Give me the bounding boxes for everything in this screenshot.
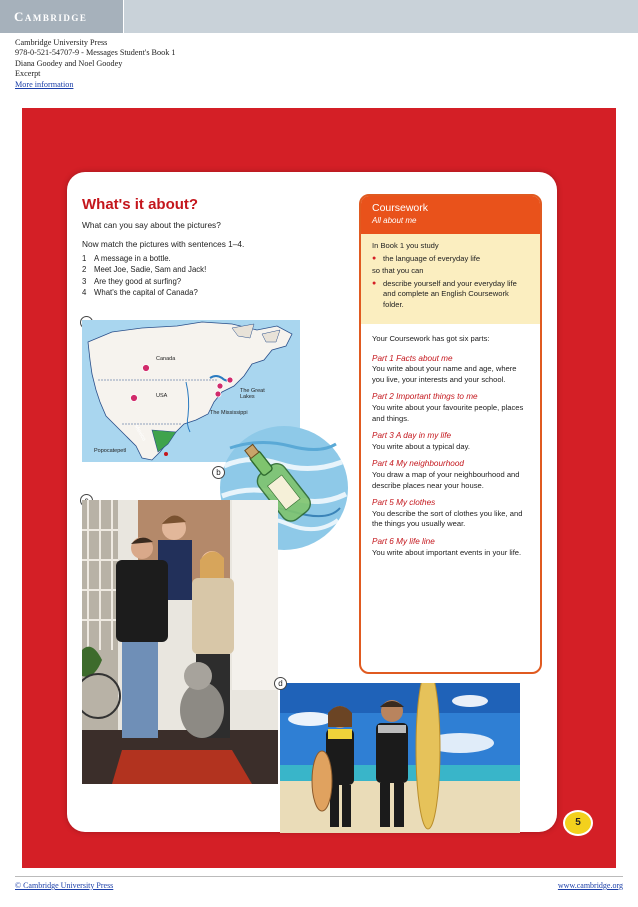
sentence-list bbox=[82, 253, 206, 299]
footer-divider bbox=[15, 876, 623, 877]
goal-bullet: ● the language of everyday life bbox=[372, 254, 529, 265]
sentence-number: 3 bbox=[82, 276, 87, 286]
map-label-usa: USA bbox=[156, 393, 168, 399]
sentence-number: 4 bbox=[82, 288, 87, 298]
coursework-intro: Your Coursework has got six parts: bbox=[372, 334, 490, 343]
sentence-text: A message in a bottle. bbox=[94, 254, 171, 263]
sentence-number: 1 bbox=[82, 254, 87, 263]
sentence-item bbox=[82, 276, 206, 287]
part-heading: Part 4 My neighbourhood bbox=[372, 459, 464, 469]
page-number: 5 bbox=[563, 810, 593, 836]
coursework-title: Coursework bbox=[372, 202, 429, 214]
part-text: You write about a typical day. bbox=[372, 441, 470, 451]
family-photo-illustration bbox=[82, 500, 278, 784]
picture-d-badge: d bbox=[274, 677, 287, 690]
part-heading: Part 1 Facts about me bbox=[372, 353, 453, 363]
publisher-line: Cambridge University Press bbox=[15, 38, 108, 47]
book-metadata bbox=[15, 38, 175, 90]
isbn-line: 978-0-521-54707-9 - Messages Student's Book 1 bbox=[15, 48, 176, 58]
brand-label: Cambridge bbox=[14, 9, 88, 24]
map-label-great-lakes: The Great Lakes bbox=[240, 388, 265, 400]
map-label-popocatepetl: Popocatepetl bbox=[94, 448, 127, 454]
part-heading: Part 6 My life line bbox=[372, 536, 435, 546]
sentence-item bbox=[82, 253, 206, 264]
lesson-instruction: Now match the pictures with sentences 1–4. bbox=[82, 239, 245, 249]
coursework-box bbox=[359, 194, 542, 674]
coursework-parts bbox=[361, 324, 540, 575]
cambridge-logo[interactable] bbox=[0, 0, 124, 33]
part-text: You draw a map of your neighbourhood and describe places near your house. bbox=[372, 469, 520, 490]
book-line: In Book 1 you study bbox=[372, 241, 439, 250]
sentence-text: Meet Joe, Sadie, Sam and Jack! bbox=[94, 265, 207, 275]
lesson-title: What's it about? bbox=[82, 196, 199, 213]
part-text: You write about your favourite people, places and things. bbox=[372, 402, 524, 423]
part-text: You write about important events in your life. bbox=[372, 547, 522, 557]
authors-line: Diana Goodey and Noel Goodey bbox=[15, 58, 123, 68]
map-label-canada: Canada bbox=[156, 356, 176, 362]
family-photo bbox=[82, 500, 278, 784]
copyright-link[interactable]: © Cambridge University Press bbox=[15, 881, 114, 890]
lesson-question: What can you say about the pictures? bbox=[82, 220, 221, 230]
more-information-link[interactable]: More information bbox=[15, 79, 74, 89]
part-heading: Part 5 My clothes bbox=[372, 498, 436, 508]
sentence-item bbox=[82, 287, 206, 298]
sentence-text: What's the capital of Canada? bbox=[94, 288, 198, 298]
sentence-text: Are they good at surfing? bbox=[94, 276, 182, 286]
coursework-goals bbox=[361, 234, 540, 324]
coursework-subtitle: All about me bbox=[372, 216, 417, 225]
part-heading: Part 3 A day in my life bbox=[372, 431, 452, 441]
part-text: You describe the sort of clothes you like, and the things you usually wear. bbox=[372, 508, 523, 529]
coursework-header bbox=[361, 196, 540, 234]
part-heading: Part 2 Important things to me bbox=[372, 392, 478, 402]
surfing-photo-illustration bbox=[280, 683, 520, 833]
goal-bullet: ● describe yourself and your everyday life and complete an English Coursework folder. bbox=[372, 279, 529, 311]
picture-b-badge: b bbox=[212, 466, 225, 479]
part-text: You write about your name and age, where you live, your interests and your school. bbox=[372, 364, 517, 384]
so-that-line: so that you can bbox=[372, 266, 424, 276]
excerpt-line: Excerpt bbox=[15, 69, 41, 79]
website-link[interactable]: www.cambridge.org bbox=[557, 881, 623, 890]
surfing-photo bbox=[280, 683, 520, 833]
map-label-mississippi: The Mississippi bbox=[210, 410, 248, 416]
publisher-banner bbox=[0, 0, 638, 33]
sentence-item bbox=[82, 264, 206, 275]
sentence-number: 2 bbox=[82, 265, 87, 275]
map-label-mexico: Mexico bbox=[132, 424, 147, 443]
